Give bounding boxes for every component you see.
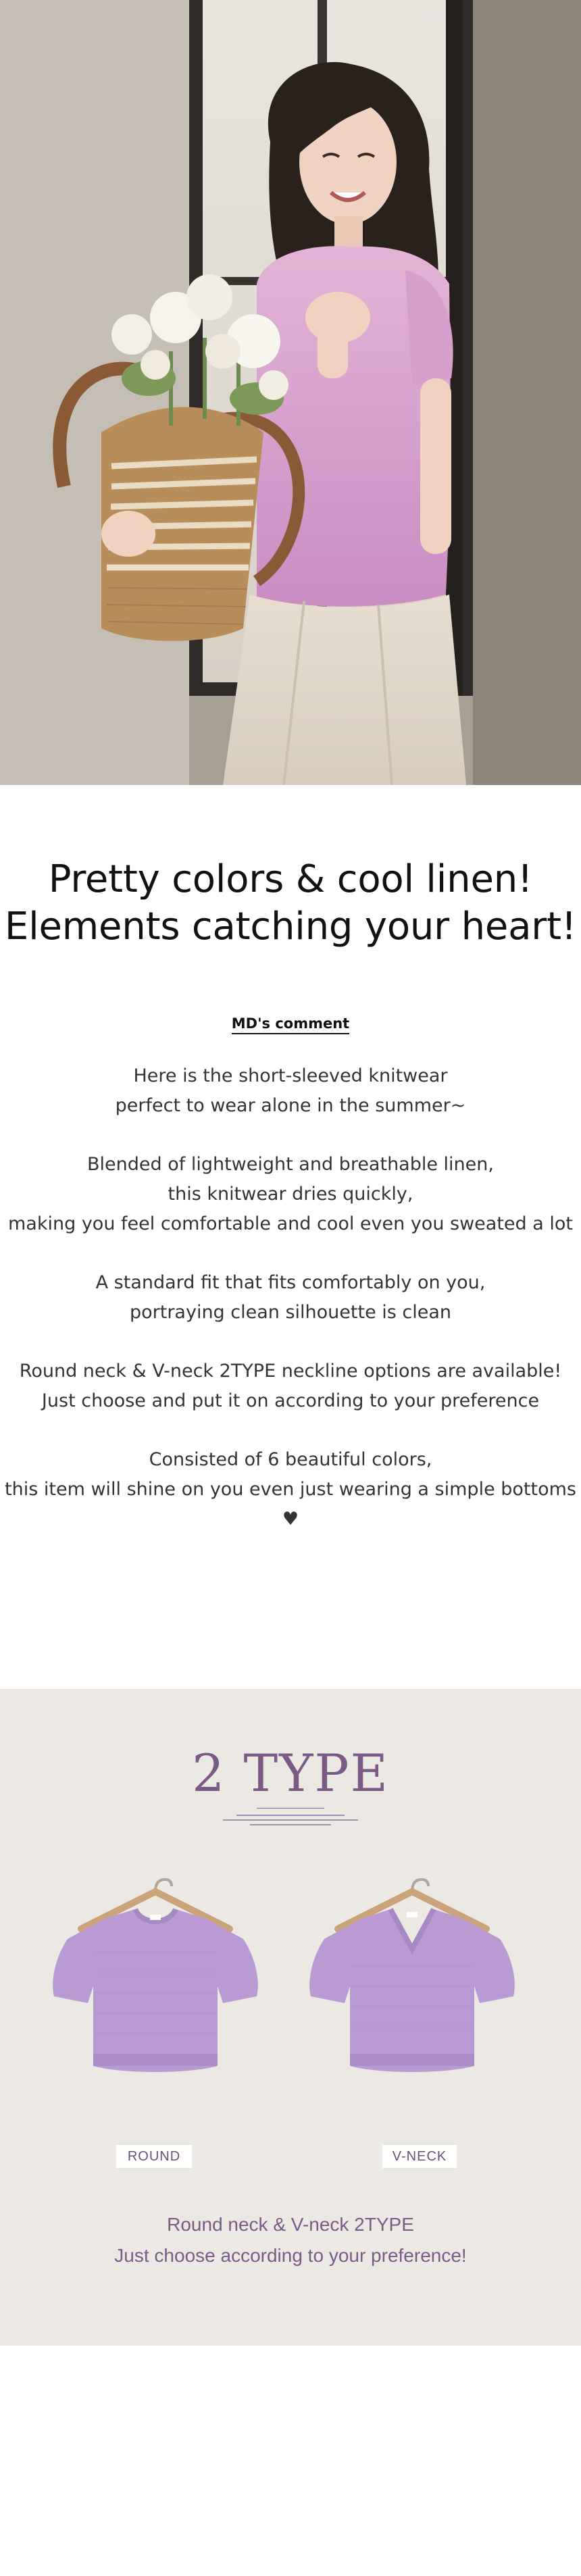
headline-section <box>0 785 581 1015</box>
v-neck-knit-image <box>297 1865 527 2083</box>
two-type-title: 2 TYPE <box>192 1743 389 1803</box>
caption-line-2: Just choose according to your preference! <box>114 2245 467 2266</box>
md-line: Just choose and put it on according to your preference <box>41 1390 540 1411</box>
md-comment-title: MD's comment <box>232 1015 349 1034</box>
fine-print-decoration <box>0 1813 581 1830</box>
hero-photo <box>0 0 581 785</box>
title-divider <box>257 1808 324 1809</box>
md-line: portraying clean silhouette is clean <box>129 1302 452 1323</box>
md-line: Here is the short-sleeved knitwear <box>133 1065 448 1086</box>
md-comment-section <box>0 1015 581 1689</box>
v-neck-label: V-NECK <box>382 2145 457 2168</box>
two-type-section <box>0 1689 581 2346</box>
caption-line-1: Round neck & V-neck 2TYPE <box>167 2214 414 2235</box>
two-type-caption <box>0 2209 581 2271</box>
round-neck-label: ROUND <box>116 2145 192 2168</box>
md-comment-body <box>0 1061 581 1534</box>
md-line: making you feel comfortable and cool even you sweated a lot <box>8 1213 573 1234</box>
headline-line-2: Elements catching your heart! <box>4 905 577 949</box>
v-neck-shirt-icon <box>297 1865 527 2081</box>
md-line: Blended of lightweight and breathable linen, <box>87 1154 494 1175</box>
md-line: Consisted of 6 beautiful colors, <box>149 1449 432 1470</box>
model-photo-illustration <box>0 0 581 785</box>
md-line: this knitwear dries quickly, <box>168 1184 413 1205</box>
md-paragraph <box>0 1150 581 1239</box>
md-paragraph <box>0 1268 581 1328</box>
md-line: this item will shine on you even just wearing a simple bottoms ♥ <box>5 1479 576 1530</box>
md-line: Round neck & V-neck 2TYPE neckline options are available! <box>19 1361 562 1382</box>
headline-line-1: Pretty colors & cool linen! <box>48 857 533 901</box>
md-line: A standard fit that fits comfortably on you, <box>95 1272 486 1293</box>
round-neck-shirt-icon <box>41 1865 270 2081</box>
bottom-whitespace <box>0 2346 581 2572</box>
fine-print-lines-icon <box>216 1813 365 1828</box>
md-paragraph <box>0 1357 581 1416</box>
md-line: perfect to wear alone in the summer~ <box>115 1095 466 1116</box>
md-paragraph <box>0 1445 581 1534</box>
md-paragraph <box>0 1061 581 1121</box>
round-neck-knit-image <box>41 1865 270 2083</box>
